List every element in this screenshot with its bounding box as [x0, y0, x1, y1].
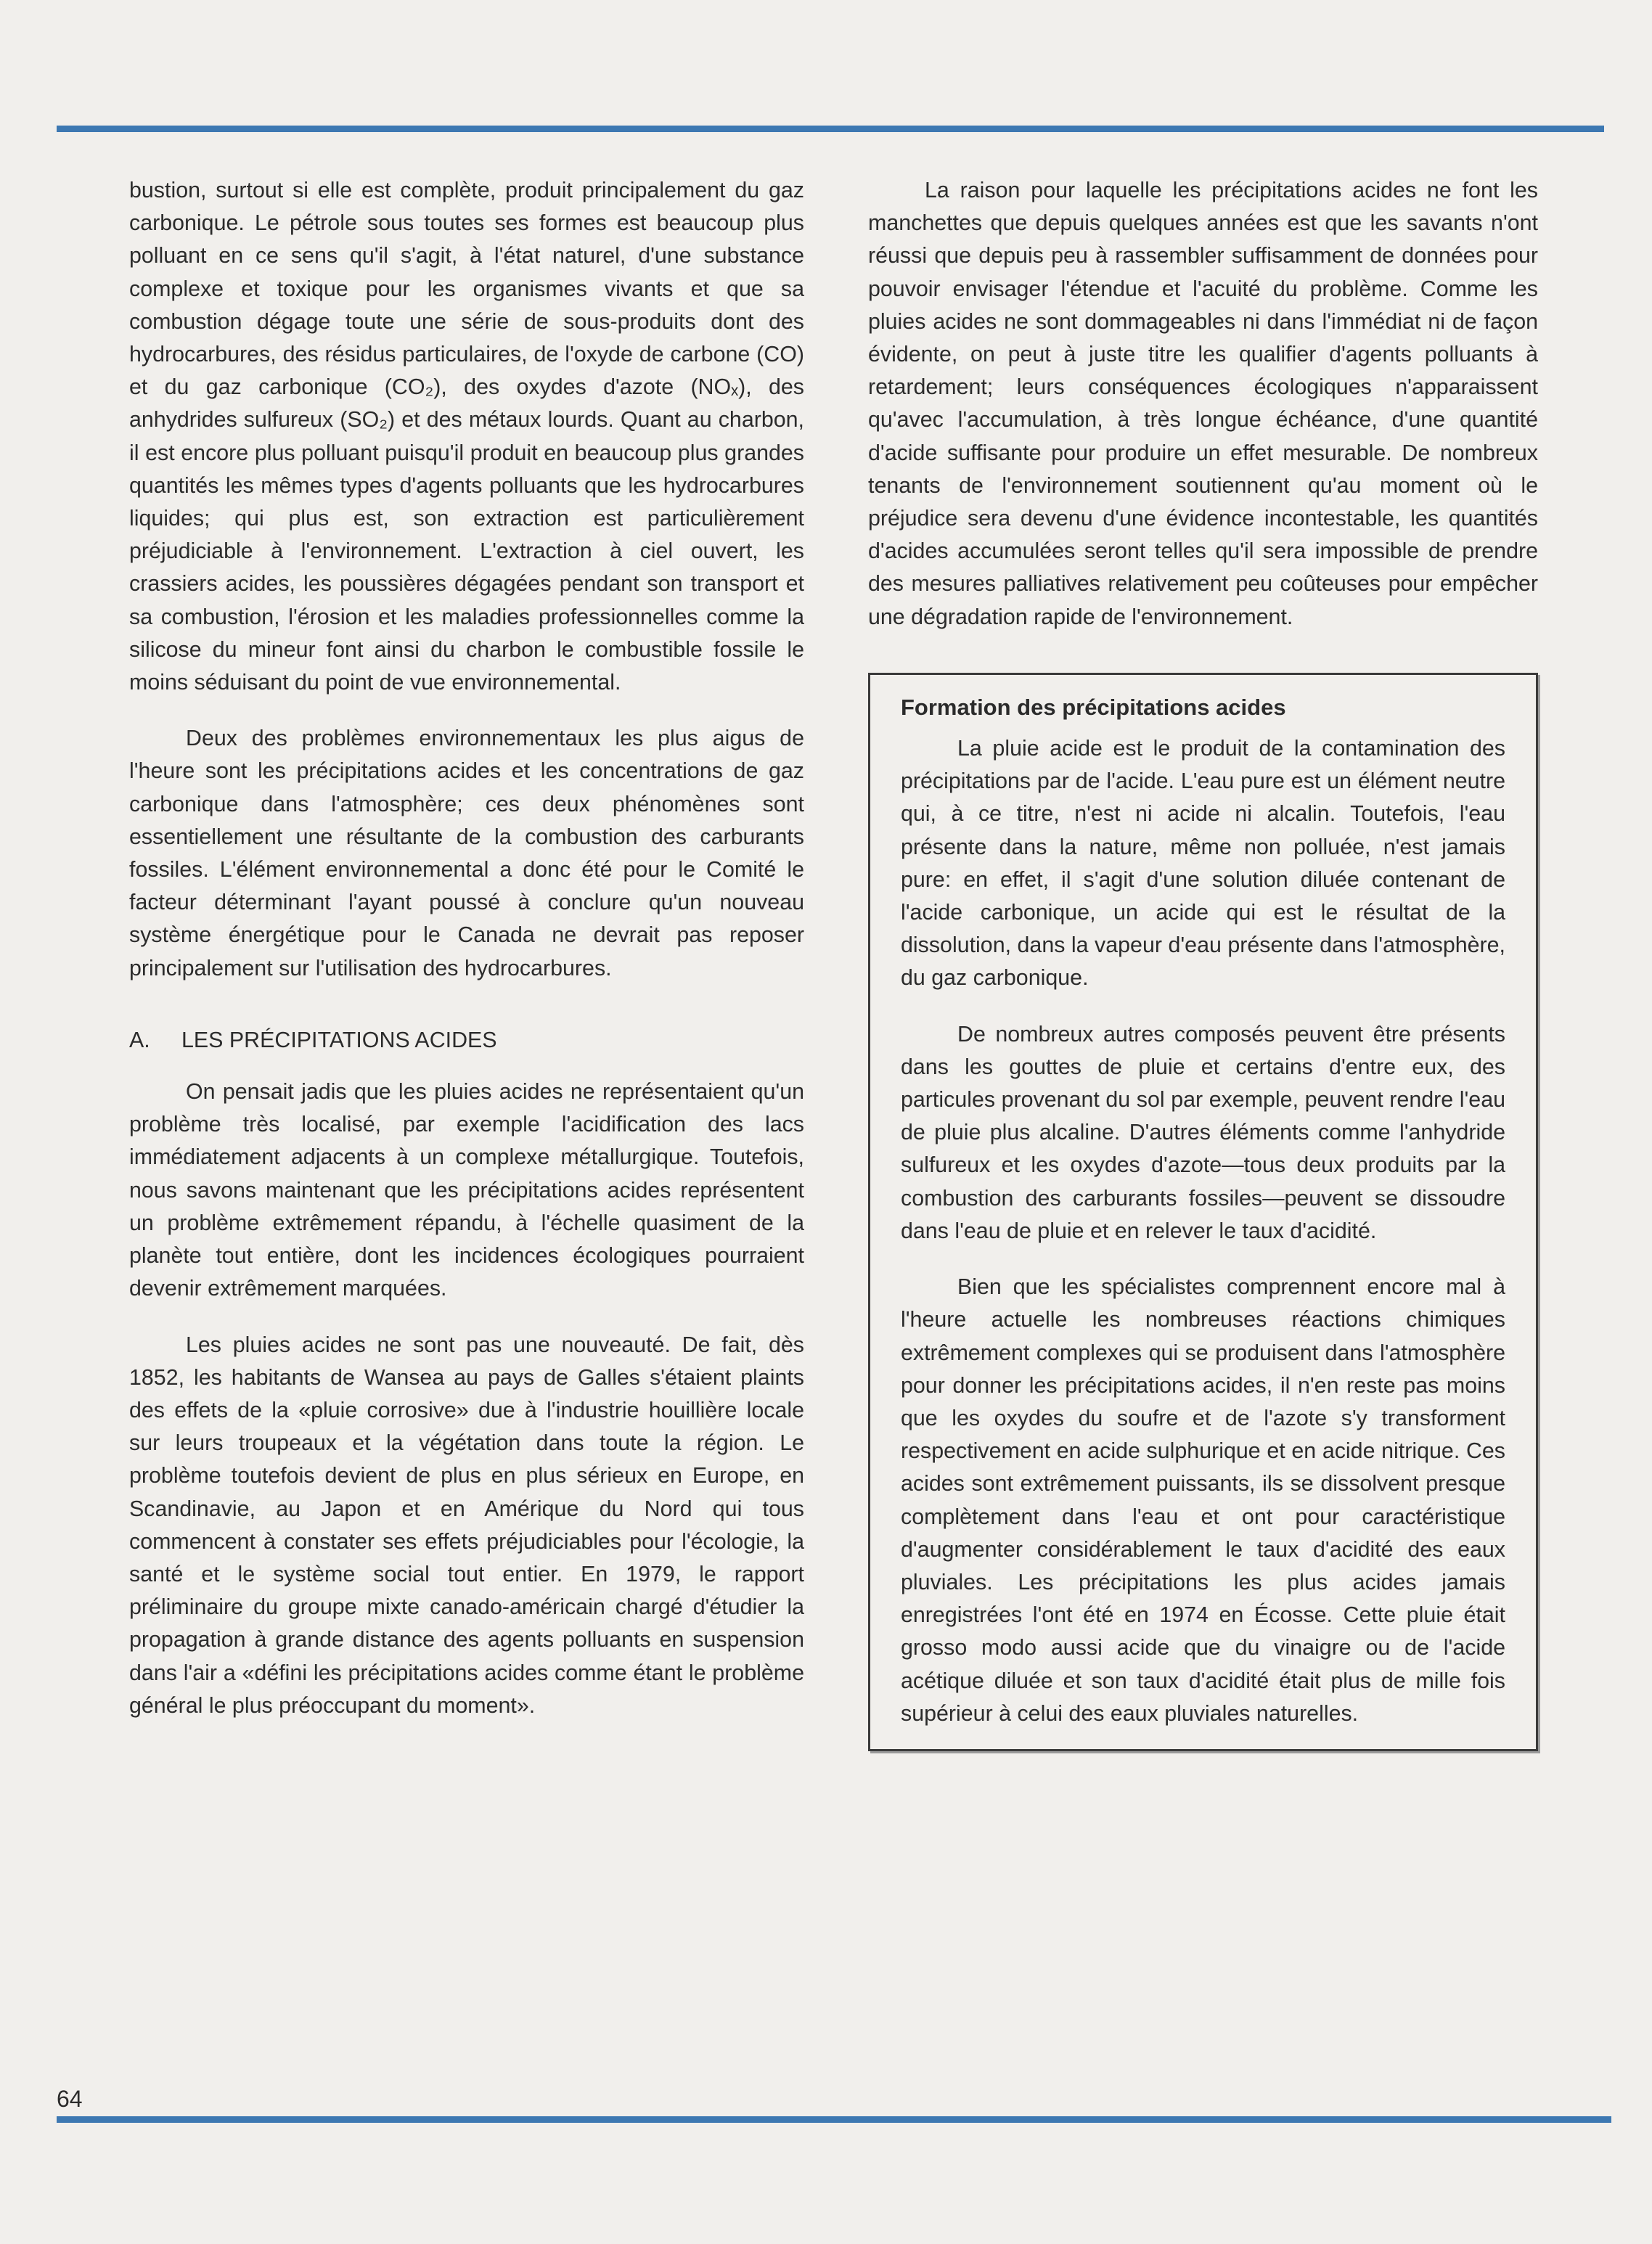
page-number: 64 [57, 2086, 83, 2112]
section-letter: A. [129, 1027, 150, 1052]
paragraph: Deux des problèmes environnementaux les plus aigus de l'heure sont les précipitations acides et les concentrations de gaz carbonique dans l'atmosphère; ces deux phénomènes sont essentiellement une résultante de la combustion des carburants fossiles. L'élément environnemental a donc été pour le Comité le facteur déterminant l'ayant poussé à conclure qu'un nouveau système énergétique pour le Canada ne devrait pas reposer principalement sur l'utilisation des hydrocarbures. [129, 726, 804, 980]
paragraph: bustion, surtout si elle est complète, produit principalement du gaz carbonique. Le pétrole sous toutes ses formes est beaucoup plus polluant en ce sens qu'il s'agit, à l'état naturel, d'une substance complexe et toxique pour les organismes vivants et que sa combustion dégage toute une série de sous-produits dont des hydrocarbures, des résidus particulaires, de l'oxyde de carbone (CO) et du gaz carbonique (CO₂), des oxydes d'azote (NOₓ), des anhydrides sulfureux (SO₂) et des métaux lourds. Quant au charbon, il est encore plus polluant puisqu'il produit en beaucoup plus grandes quantités les mêmes types d'agents polluants que les hydrocarbures liquides; qui plus est, son extraction est particulièrement préjudiciable à l'environnement. L'extraction à ciel ouvert, les crassiers acides, les poussières dégagées pendant son transport et sa combustion, l'érosion et les maladies professionnelles comme la silicose du mineur font ainsi du charbon le combustible fossile le moins séduisant du point de vue environnemental. [129, 178, 804, 695]
paragraph: Bien que les spécialistes comprennent encore mal à l'heure actuelle les nombreuses réactions chimiques extrêmement complexes qui se produisent dans l'atmosphère pour donner les précipitations acides, il n'en reste pas moins que les oxydes du soufre et de l'azote s'y transforment respectivement en acide sulphurique et en acide nitrique. Ces acides sont extrêmement puissants, ils se dissolvent presque complètement dans l'eau et ont pour caractéristique d'augmenter considérablement le taux d'acidité des eaux pluviales. Les précipitations les plus acides jamais enregistrées l'ont été en 1974 en Écosse. Cette pluie était grosso modo aussi acide que du vinaigre ou de l'acide acétique diluée et son taux d'acidité était plus de mille fois supérieur à celui des eaux pluviales naturelles. [901, 1274, 1505, 1726]
left-column [129, 174, 804, 1745]
paragraph: La raison pour laquelle les précipitations acides ne font les manchettes que depuis quelques années est que les savants n'ont réussi que depuis peu à rassembler suffisamment de données pour pouvoir envisager l'étendue et l'acuité du problème. Comme les pluies acides ne sont dommageables ni dans l'immédiat ni de façon évidente, on peut à juste titre les qualifier d'agents polluants à retardement; leurs conséquences écologiques n'apparaissent qu'avec l'accumulation, à très longue échéance, d'une quantité d'acide suffisante pour produire un effet mesurable. De nombreux tenants de l'environnement soutiennent qu'au moment où le préjudice sera devenu d'une évidence incontestable, les quantités d'acides accumulées seront telles qu'il sera impossible de prendre des mesures palliatives relativement peu coûteuses pour empêcher une dégradation rapide de l'environnement. [868, 178, 1538, 629]
paragraph: Les pluies acides ne sont pas une nouveauté. De fait, dès 1852, les habitants de Wansea au pays de Galles s'étaient plaints des effets de la «pluie corrosive» due à l'industrie houillière locale sur leurs troupeaux et la végétation dans toute la région. Le problème toutefois devient de plus en plus sérieux en Europe, en Scandinavie, au Japon et en Amérique du Nord qui tous commencent à constater ses effets préjudiciables pour l'écologie, la santé et le système social tout entier. En 1979, le rapport préliminaire du groupe mixte canado-américain chargé d'étudier la propagation à grande distance des agents polluants en suspension dans l'air a «défini les précipitations acides comme étant le problème général le plus préoccupant du moment». [129, 1332, 804, 1718]
section-title: LES PRÉCIPITATIONS ACIDES [181, 1027, 497, 1052]
paragraph: De nombreux autres composés peuvent être présents dans les gouttes de pluie et certains d'entre eux, des particules provenant du sol par exemple, peuvent rendre l'eau de pluie plus alcaline. D'autres éléments comme l'anhydride sulfureux et les oxydes d'azote—tous deux produits par la combustion des carburants fossiles—peuvent se dissoudre dans l'eau de pluie et en relever le taux d'acidité. [901, 1021, 1505, 1243]
section-heading [129, 1024, 804, 1057]
top-rule [57, 126, 1604, 132]
sidebar-box [868, 673, 1538, 1751]
bottom-rule [57, 2116, 1611, 2123]
paragraph: La pluie acide est le produit de la contamination des précipitations par de l'acide. L'eau pure est un élément neutre qui, à ce titre, n'est ni acide ni alcalin. Toutefois, l'eau présente dans la nature, même non polluée, n'est jamais pure: en effet, il s'agit d'une solution diluée contenant de l'acide carbonique, un acide qui est le résultat de la dissolution, dans la vapeur d'eau présente dans l'atmosphère, du gaz carbonique. [901, 736, 1505, 991]
box-title: Formation des précipitations acides [901, 694, 1286, 720]
right-column [868, 174, 1538, 1751]
paragraph: On pensait jadis que les pluies acides ne représentaient qu'un problème très localisé, par exemple l'acidification des lacs immédiatement adjacents à un complexe métallurgique. Toutefois, nous savons maintenant que les précipitations acides représentent un problème extrêmement répandu, à l'échelle quasiment de la planète tout entière, dont les incidences écologiques pourraient devenir extrêmement marquées. [129, 1079, 804, 1301]
